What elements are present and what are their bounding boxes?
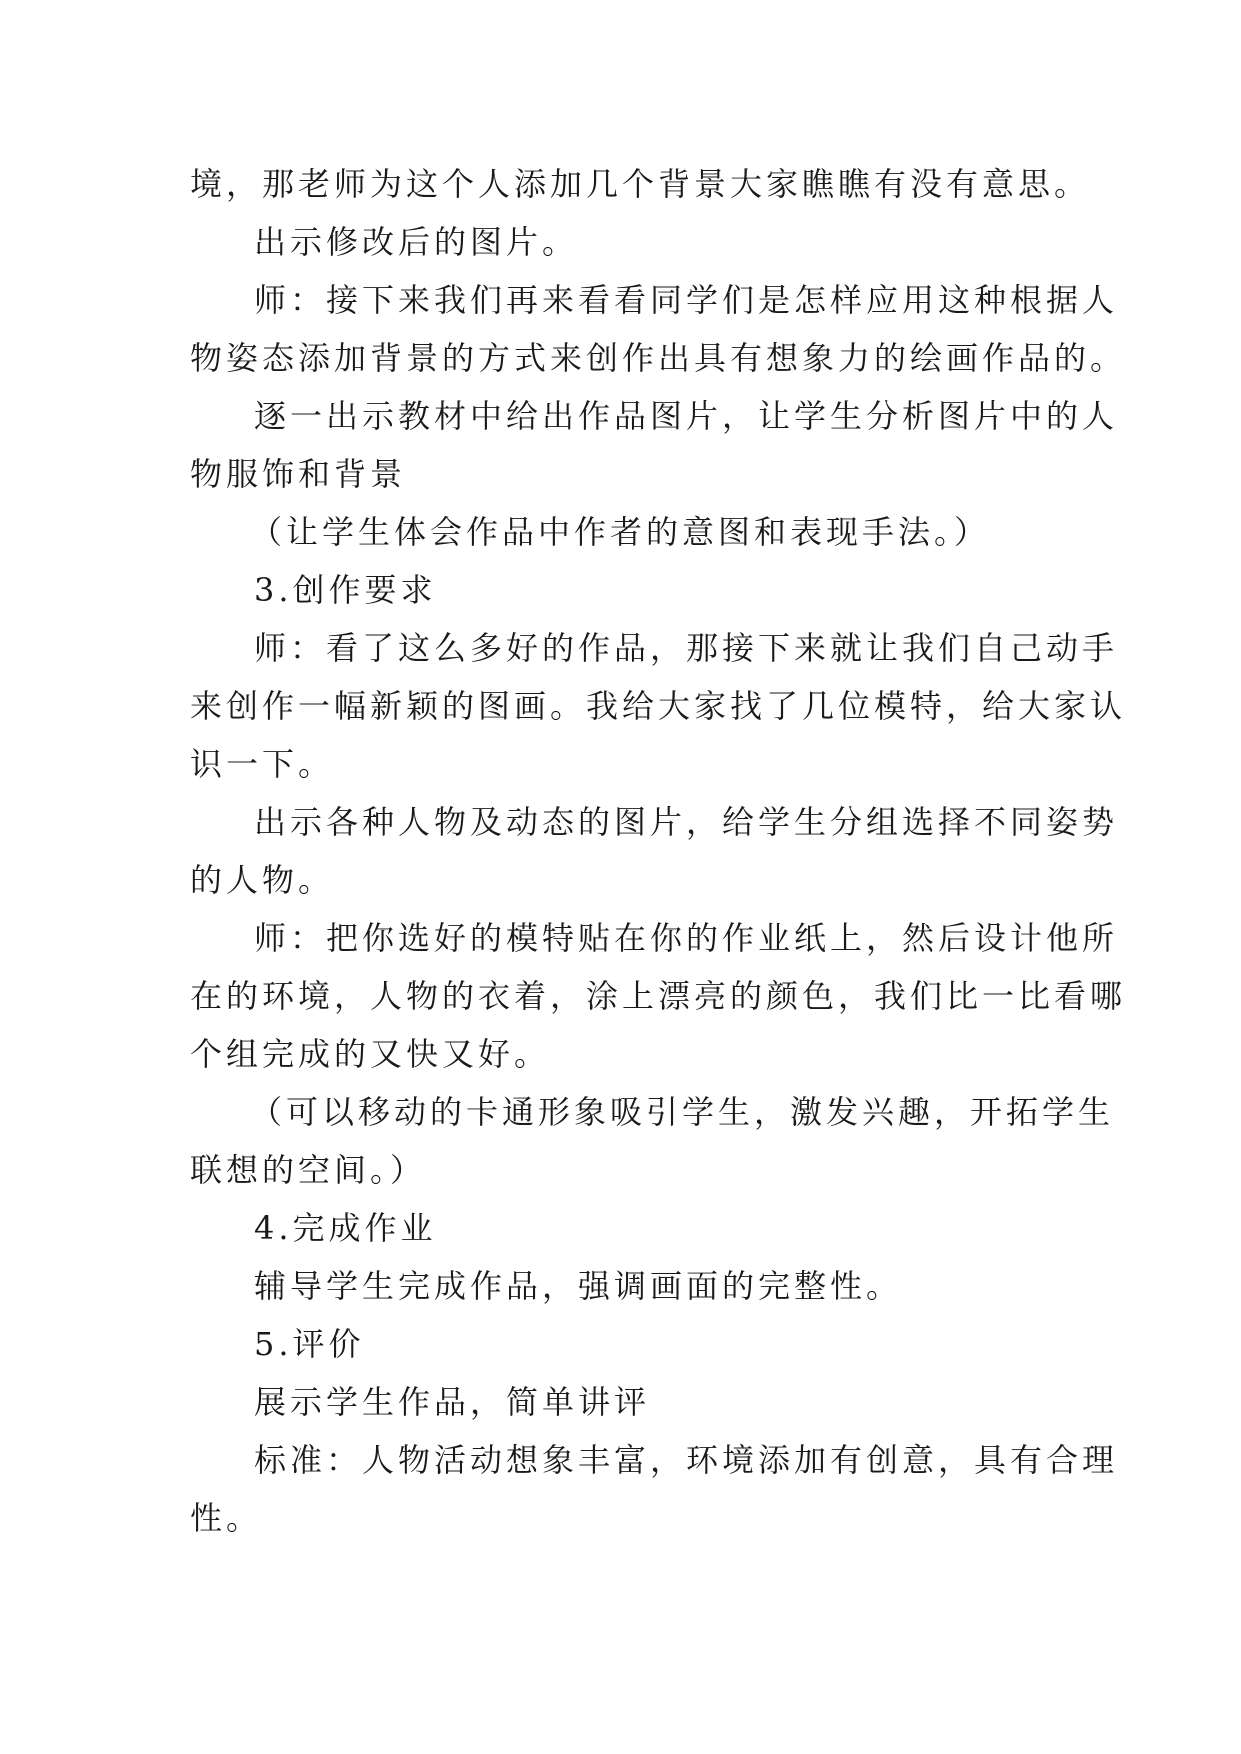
text-line: 物姿态添加背景的方式来创作出具有想象力的绘画作品的。 bbox=[190, 339, 1127, 377]
text-line: 出示各种人物及动态的图片，给学生分组选择不同姿势 bbox=[254, 803, 1119, 841]
text-line: 师：看了这么多好的作品，那接下来就让我们自己动手 bbox=[254, 629, 1119, 667]
section-heading: 5.评价 bbox=[254, 1325, 365, 1363]
text-line: （可以移动的卡通形象吸引学生，激发兴趣，开拓学生 bbox=[250, 1093, 1115, 1131]
text-line: （让学生体会作品中作者的意图和表现手法。） bbox=[250, 513, 991, 551]
text-line: 逐一出示教材中给出作品图片，让学生分析图片中的人 bbox=[254, 397, 1119, 435]
text-line: 师：接下来我们再来看看同学们是怎样应用这种根据人 bbox=[254, 281, 1119, 319]
text-line: 来创作一幅新颖的图画。我给大家找了几位模特，给大家认 bbox=[190, 687, 1127, 725]
text-line: 境，那老师为这个人添加几个背景大家瞧瞧有没有意思。 bbox=[190, 165, 1091, 203]
text-line: 展示学生作品，简单讲评 bbox=[254, 1383, 651, 1421]
text-line: 师：把你选好的模特贴在你的作业纸上，然后设计他所 bbox=[254, 919, 1119, 957]
section-heading: 3.创作要求 bbox=[254, 571, 437, 609]
text-line: 出示修改后的图片。 bbox=[254, 223, 579, 261]
text-line: 识一下。 bbox=[190, 745, 335, 783]
text-line: 物服饰和背景 bbox=[190, 455, 407, 493]
text-line: 在的环境，人物的衣着，涂上漂亮的颜色，我们比一比看哪 bbox=[190, 977, 1127, 1015]
text-line: 性。 bbox=[190, 1499, 263, 1537]
text-line: 标准：人物活动想象丰富，环境添加有创意，具有合理 bbox=[254, 1441, 1119, 1479]
text-line: 联想的空间。） bbox=[190, 1151, 427, 1189]
document-body bbox=[190, 155, 1127, 1547]
section-heading: 4.完成作业 bbox=[254, 1209, 437, 1247]
text-line: 个组完成的又快又好。 bbox=[190, 1035, 551, 1073]
text-line: 的人物。 bbox=[190, 861, 335, 899]
text-line: 辅导学生完成作品，强调画面的完整性。 bbox=[254, 1267, 903, 1305]
